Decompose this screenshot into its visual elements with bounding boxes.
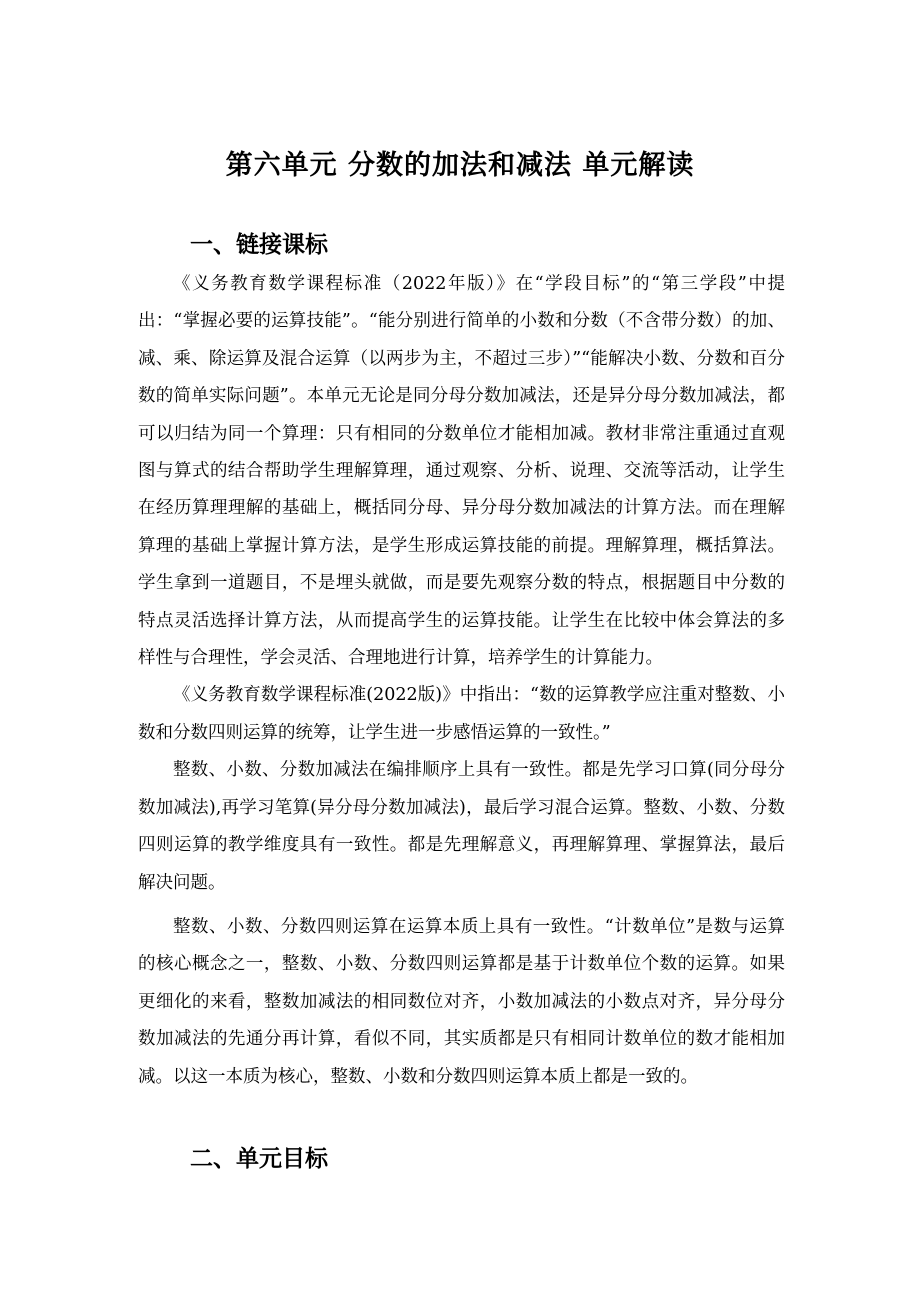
paragraph: 整数、小数、分数四则运算在运算本质上具有一致性。“计数单位”是数与运算的核心概念之一，整数、小数、分数四则运算都是基于计数单位个数的运算。如果更细化的来看，整数加减法的相同数位对齐，小数加减法的小数点对齐，异分母分数加减法的先通分再计算，看似不同，其实质都是只有相同计数单位的数才能相加减。以这一本质为核心，整数、小数和分数四则运算本质上都是一致的。 bbox=[138, 916, 785, 1087]
paragraph: 《义务教育数学课程标准（2022年版）》在“学段目标”的“第三学段”中提出：“掌握必要的运算技能”。“能分别进行简单的小数和分数（不含带分数）的加、减、乘、除运算及混合运算（以两步为主，不超过三步）”“能解决小数、分数和百分数的简单实际问题”。本单元无论是同分母分数加减法，还是异分母分数加减法，都可以归结为同一个算理：只有相同的分数单位才能相加减。教材非常注重通过直观图与算式的结合帮助学生理解算理，通过观察、分析、说理、交流等活动，让学生在经历算理理解的基础上，概括同分母、异分母分数加减法的计算方法。而在理解算理的基础上掌握计算方法，是学生形成运算技能的前提。理解算理，概括算法。学生拿到一道题目，不是埋头就做，而是要先观察分数的特点，根据题目中分数的特点灵活选择计算方法，从而提高学生的运算技能。让学生在比较中体会算法的多样性与合理性，学会灵活、合理地进行计算，培养学生的计算能力。 bbox=[138, 274, 785, 669]
section-heading-unit-goals: 二、单元目标 bbox=[190, 1146, 328, 1172]
section-body bbox=[138, 266, 785, 1096]
paragraph: 整数、小数、分数加减法在编排顺序上具有一致性。都是先学习口算(同分母分数加减法),再学习笔算(异分母分数加减法)，最后学习混合运算。整数、小数、分数四则运算的教学维度具有一致性。都是先理解意义，再理解算理、掌握算法，最后解决问题。 bbox=[138, 760, 785, 893]
document-title: 第六单元 分数的加法和减法 单元解读 bbox=[225, 150, 695, 181]
section-heading-curriculum-link: 一、链接课标 bbox=[190, 232, 328, 258]
paragraph: 《义务教育数学课程标准(2022版)》中指出：“数的运算教学应注重对整数、小数和分数四则运算的统筹，让学生进一步感悟运算的一致性。” bbox=[138, 685, 785, 743]
